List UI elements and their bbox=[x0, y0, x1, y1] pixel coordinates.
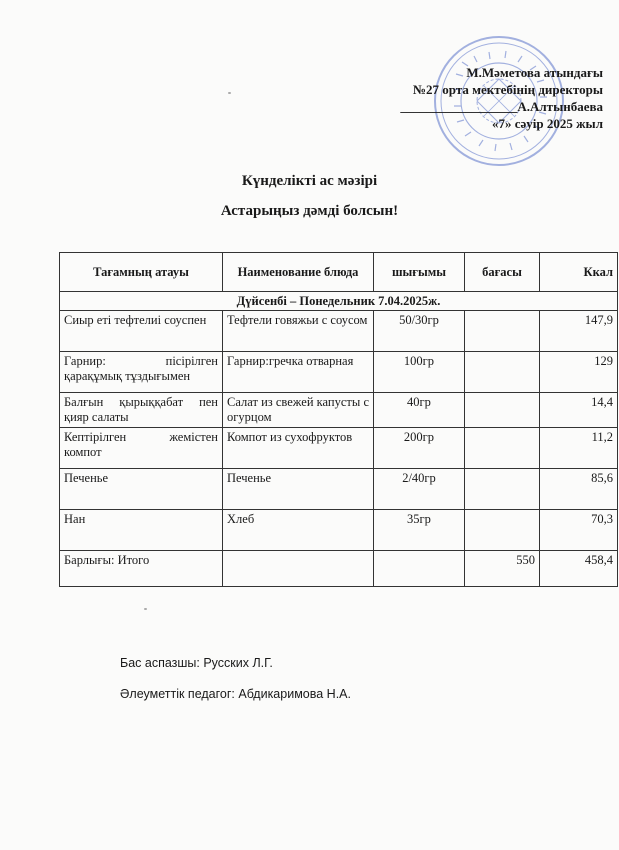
dish-name-kz: Балғын қырыққабат пен қияр салаты bbox=[60, 393, 223, 428]
dish-price bbox=[465, 393, 540, 428]
table-row bbox=[60, 311, 618, 352]
page-subtitle: Астарыңыз дәмді болсын! bbox=[220, 203, 399, 219]
dish-kcal: 147,9 bbox=[540, 311, 618, 352]
dish-price bbox=[465, 469, 540, 510]
header-kcal: Ккал bbox=[540, 253, 618, 292]
approval-line-signature: __________________А.Алтынбаева bbox=[400, 99, 603, 114]
header-name-ru: Наименование блюда bbox=[223, 253, 374, 292]
header-yield: шығымы bbox=[374, 253, 465, 292]
dish-name-kz: Кептірілген жемістен компот bbox=[60, 428, 223, 469]
dish-name-ru: Салат из свежей капусты с огурцом bbox=[223, 393, 374, 428]
total-row bbox=[60, 551, 618, 587]
dish-yield: 50/30гр bbox=[374, 311, 465, 352]
table-row bbox=[60, 469, 618, 510]
table-row bbox=[60, 352, 618, 393]
day-row bbox=[60, 292, 618, 311]
dish-kcal: 129 bbox=[540, 352, 618, 393]
dish-price bbox=[465, 510, 540, 551]
header-name-kz: Тағамның атауы bbox=[60, 253, 223, 292]
dish-yield: 200гр bbox=[374, 428, 465, 469]
approval-block bbox=[303, 64, 603, 132]
dish-name-kz: Печенье bbox=[60, 469, 223, 510]
dish-price bbox=[465, 428, 540, 469]
page-title: Күнделікті ас мәзірі bbox=[241, 173, 378, 189]
dish-name-ru: Печенье bbox=[223, 469, 374, 510]
dish-price bbox=[465, 311, 540, 352]
menu-table bbox=[59, 252, 618, 587]
scan-speck bbox=[144, 608, 147, 610]
dish-name-ru: Гарнир:гречка отварная bbox=[223, 352, 374, 393]
day-label: Дүйсенбі – Понедельник 7.04.2025ж. bbox=[60, 292, 618, 311]
scan-speck bbox=[228, 92, 231, 94]
total-price: 550 bbox=[465, 551, 540, 587]
dish-yield: 40гр bbox=[374, 393, 465, 428]
table-row bbox=[60, 428, 618, 469]
table-header-row bbox=[60, 253, 618, 292]
dish-name-ru: Компот из сухофруктов bbox=[223, 428, 374, 469]
dish-name-kz: Сиыр еті тефтелиі соуспен bbox=[60, 311, 223, 352]
dish-name-ru: Хлеб bbox=[223, 510, 374, 551]
total-empty-ru bbox=[223, 551, 374, 587]
dish-kcal: 85,6 bbox=[540, 469, 618, 510]
dish-yield: 35гр bbox=[374, 510, 465, 551]
dish-kcal: 11,2 bbox=[540, 428, 618, 469]
approval-line-date: «7» сәуір 2025 жыл bbox=[491, 116, 603, 131]
chef-signature: Бас аспазшы: Русских Л.Г. bbox=[120, 656, 273, 670]
total-empty-yield bbox=[374, 551, 465, 587]
approval-line-school: М.Мәметова атындағы bbox=[466, 65, 603, 80]
table-row bbox=[60, 393, 618, 428]
pedagog-signature: Әлеуметтік педагог: Абдикаримова Н.А. bbox=[120, 687, 351, 701]
dish-kcal: 70,3 bbox=[540, 510, 618, 551]
dish-name-kz: Нан bbox=[60, 510, 223, 551]
dish-name-kz: Гарнир: пісірілген қарақұмық тұздығымен bbox=[60, 352, 223, 393]
dish-kcal: 14,4 bbox=[540, 393, 618, 428]
total-kcal: 458,4 bbox=[540, 551, 618, 587]
header-price: бағасы bbox=[465, 253, 540, 292]
dish-name-ru: Тефтели говяжьи с соусом bbox=[223, 311, 374, 352]
approval-line-director: №27 орта мектебінің директоры bbox=[412, 82, 603, 97]
total-label: Барлығы: Итого bbox=[60, 551, 223, 587]
dish-yield: 2/40гр bbox=[374, 469, 465, 510]
dish-price bbox=[465, 352, 540, 393]
table-row bbox=[60, 510, 618, 551]
dish-yield: 100гр bbox=[374, 352, 465, 393]
